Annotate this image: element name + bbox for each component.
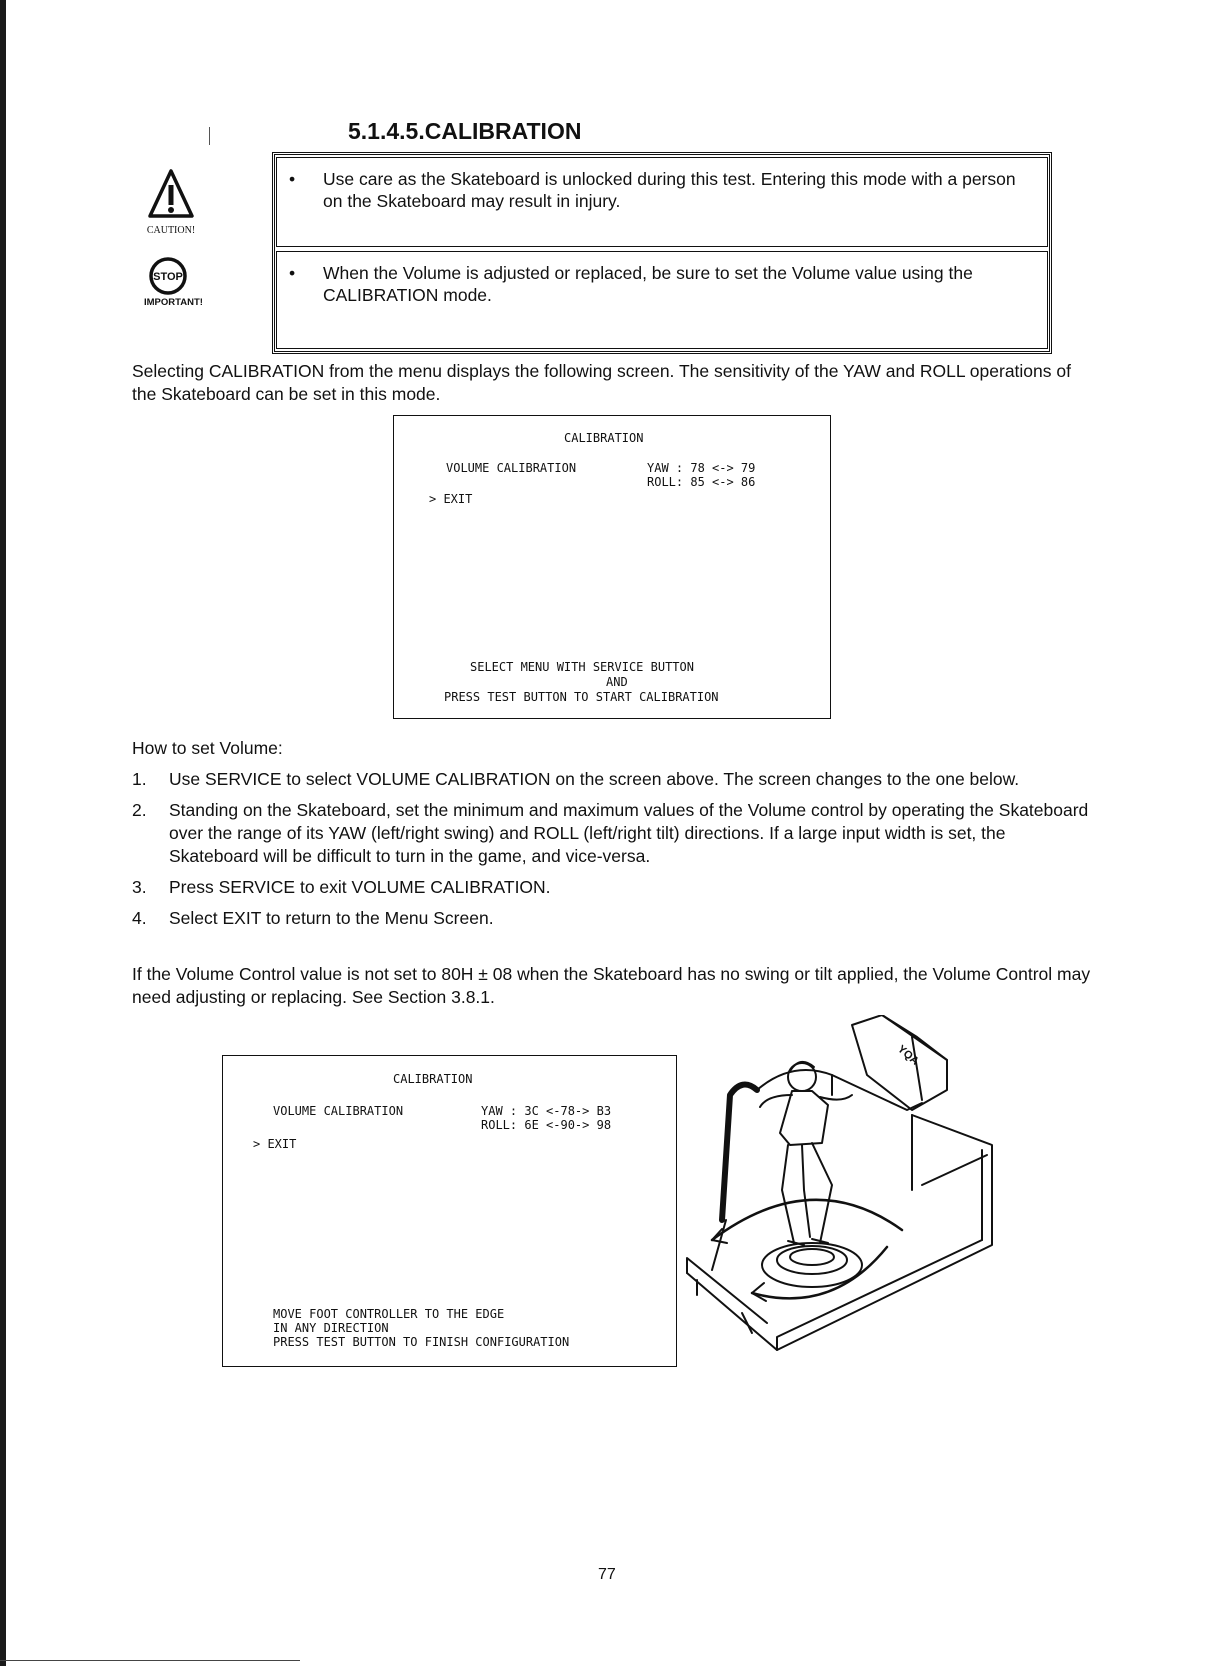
screen1-roll-value: ROLL: 85 <-> 86: [647, 475, 756, 489]
screen2-title: CALIBRATION: [393, 1072, 473, 1086]
skateboard-machine-illustration: [682, 1015, 1012, 1370]
caution-notice-icon: [145, 168, 197, 236]
screen2-yaw-value: YAW : 3C <-78-> B3: [481, 1104, 612, 1118]
calibration-screen-1: [393, 415, 831, 719]
screen2-footer-line3: PRESS TEST BUTTON TO FINISH CONFIGURATION: [273, 1335, 570, 1349]
important-notice-icon: [144, 255, 214, 308]
howto-heading: How to set Volume:: [132, 738, 283, 758]
screen2-roll-value: ROLL: 6E <-90-> 98: [481, 1118, 612, 1132]
step-text: Select EXIT to return to the Menu Screen.: [169, 908, 494, 928]
screen1-title: CALIBRATION: [564, 431, 644, 445]
caution-label: CAUTION!: [146, 225, 196, 236]
screen2-menu-item: VOLUME CALIBRATION: [273, 1104, 404, 1118]
screen1-footer-line1: SELECT MENU WITH SERVICE BUTTON: [470, 660, 694, 674]
footer-rule: [0, 1660, 300, 1661]
step-text: Standing on the Skateboard, set the minimum and maximum values of the Volume control by operating the Skateboard over the range of its YAW (left/right swing) and ROLL (left/right tilt) directions. If a large input width is set, the Skateboard will be difficult to turn in the game, and vice-versa.: [169, 800, 1089, 866]
stop-sign-icon: [148, 255, 190, 297]
step-item: [132, 876, 1092, 899]
section-title: 5.1.4.5.CALIBRATION: [348, 118, 582, 144]
screen1-footer-line3: PRESS TEST BUTTON TO START CALIBRATION: [444, 690, 719, 704]
bullet-icon: •: [289, 169, 296, 189]
bullet-icon: •: [289, 263, 296, 283]
step-item: [132, 799, 1092, 868]
steps-list: [132, 768, 1092, 938]
important-box: [276, 251, 1048, 349]
scan-edge: [0, 0, 6, 1666]
page-number: 77: [598, 1566, 616, 1583]
step-text: Use SERVICE to select VOLUME CALIBRATION on the screen above. The screen changes to the one below.: [169, 769, 1020, 789]
screen1-footer-line2: AND: [606, 675, 628, 689]
step-item: [132, 768, 1092, 791]
machine-logo-text: YQA: [895, 1043, 922, 1068]
caution-text: Use care as the Skateboard is unlocked during this test. Entering this mode with a person on the Skateboard may result in injury.: [323, 169, 1016, 211]
caution-triangle-icon: [148, 168, 194, 220]
caution-box: [276, 157, 1048, 247]
note-paragraph: If the Volume Control value is not set to 80H ± 08 when the Skateboard has no swing or tilt applied, the Volume Control may need adjusting or replacing. See Section 3.8.1.: [132, 964, 1091, 1007]
step-item: [132, 907, 1092, 930]
screen2-footer-line1: MOVE FOOT CONTROLLER TO THE EDGE: [273, 1307, 505, 1321]
screen2-exit-option: > EXIT: [253, 1137, 297, 1151]
step-text: Press SERVICE to exit VOLUME CALIBRATION.: [169, 877, 551, 897]
important-text: When the Volume is adjusted or replaced, be sure to set the Volume value using the CALIBRATION mode.: [323, 263, 973, 305]
step-number: 2.: [132, 800, 147, 820]
screen1-yaw-value: YAW : 78 <-> 79: [647, 461, 756, 475]
screen1-menu-item: VOLUME CALIBRATION: [446, 461, 577, 475]
intro-paragraph: Selecting CALIBRATION from the menu displays the following screen. The sensitivity of the YAW and ROLL operations of the Skateboard can be set in this mode.: [132, 361, 1071, 404]
margin-mark: [209, 127, 210, 145]
important-label: IMPORTANT!: [144, 297, 203, 308]
stop-sign-text: STOP: [153, 271, 183, 283]
step-number: 3.: [132, 877, 147, 897]
step-number: 4.: [132, 908, 147, 928]
calibration-screen-2: [222, 1055, 677, 1367]
screen2-footer-line2: IN ANY DIRECTION: [273, 1321, 389, 1335]
screen1-exit-option: > EXIT: [429, 492, 473, 506]
step-number: 1.: [132, 769, 147, 789]
